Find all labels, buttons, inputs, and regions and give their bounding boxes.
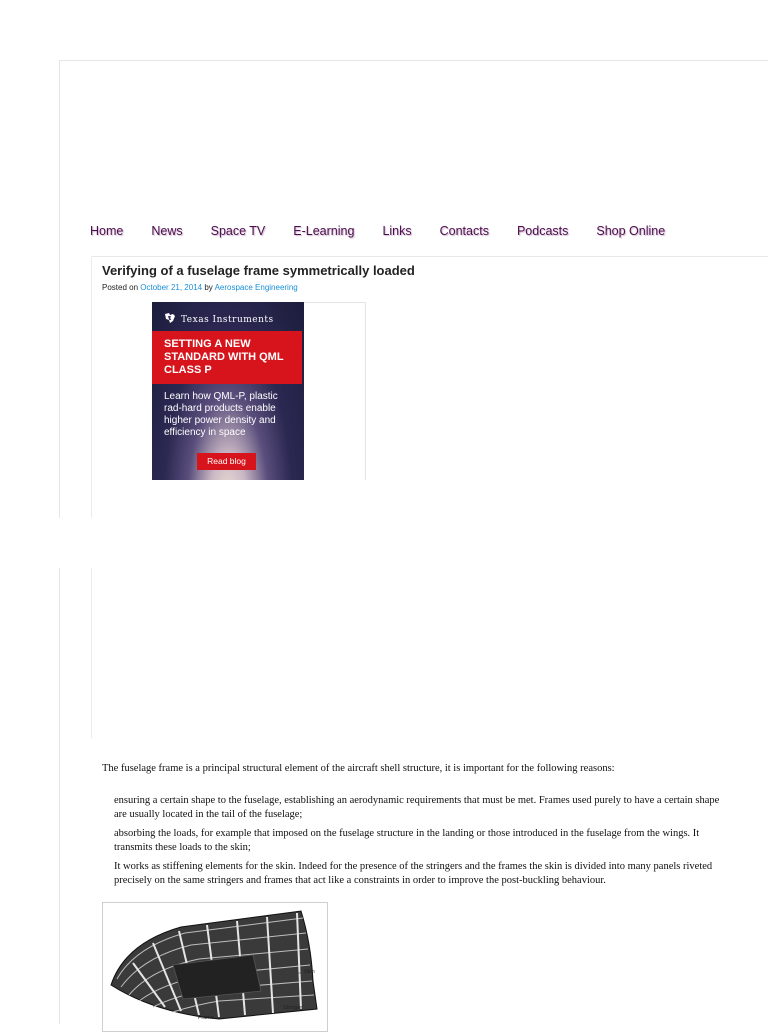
- figure-label-frame: Frame: [198, 1015, 214, 1021]
- nav-item-contacts[interactable]: Contacts: [439, 224, 489, 238]
- posted-on-label: Posted on: [102, 283, 139, 292]
- article-intro: The fuselage frame is a principal structural element of the aircraft shell structure, it is important for the following reasons:: [102, 763, 615, 774]
- nav-item-e-learning[interactable]: E-Learning: [293, 224, 355, 238]
- ad-brand-text: Texas Instruments: [181, 315, 274, 325]
- list-item: absorbing the loads, for example that imposed on the fuselage structure in the landing or those introduced in the fuselage from the wings. It transmits these loads to the skin;: [114, 828, 700, 853]
- ad-logo: [164, 311, 274, 329]
- nav-item-space-tv[interactable]: Space TV: [210, 224, 266, 238]
- list-item: It works as stiffening elements for the skin. Indeed for the presence of the stringers and the frames the skin is divided into many panels riveted precisely on the same stringers and frames that act like a constraints in order to improve the post-buckling behaviour.: [114, 861, 713, 886]
- article-left-border: [91, 258, 92, 518]
- post-date-link[interactable]: October 21, 2014: [140, 283, 203, 292]
- nav-item-podcasts[interactable]: Podcasts: [516, 224, 569, 238]
- content-frame-left-border-lower: [59, 568, 60, 1024]
- nav-item-news[interactable]: News: [151, 224, 183, 238]
- ad-body-text: Learn how QML-P, plastic rad-hard products enable higher power density and efficiency in space: [164, 391, 278, 438]
- main-nav: [90, 224, 693, 238]
- ad-banner[interactable]: [152, 302, 304, 480]
- nav-item-shop-online[interactable]: Shop Online: [596, 224, 666, 238]
- nav-item-links[interactable]: Links: [382, 224, 412, 238]
- nav-item-home[interactable]: Home: [90, 224, 124, 238]
- content-frame-left-border: [59, 60, 60, 518]
- ad-read-blog-button[interactable]: Read blog: [197, 453, 256, 470]
- by-label: by: [204, 283, 213, 292]
- post-title: Verifying of a fuselage frame symmetrically loaded: [102, 263, 415, 278]
- list-item: ensuring a certain shape to the fuselage, establishing an aerodynamic requirements that must be met. Frames used purely to have a certain shape are usually located in the tail of the fuselage;: [114, 795, 720, 820]
- fuselage-panel-illustration: [103, 903, 328, 1032]
- figure-label-skin: Skin: [304, 969, 315, 975]
- ad-headline: SETTING A NEW STANDARD WITH QML CLASS P: [164, 338, 284, 376]
- post-meta: [102, 283, 298, 292]
- content-frame-top-border: [59, 60, 768, 61]
- ti-logo-icon: [164, 311, 176, 329]
- reasons-list: [114, 794, 724, 893]
- article-left-border-lower: [91, 568, 92, 738]
- post-author-link[interactable]: Aerospace Engineering: [214, 283, 298, 292]
- figure-label-stringer: Stringer: [283, 1005, 303, 1011]
- nav-divider: [91, 256, 768, 257]
- fuselage-figure: [102, 902, 328, 1032]
- ad-headline-panel: [152, 331, 302, 384]
